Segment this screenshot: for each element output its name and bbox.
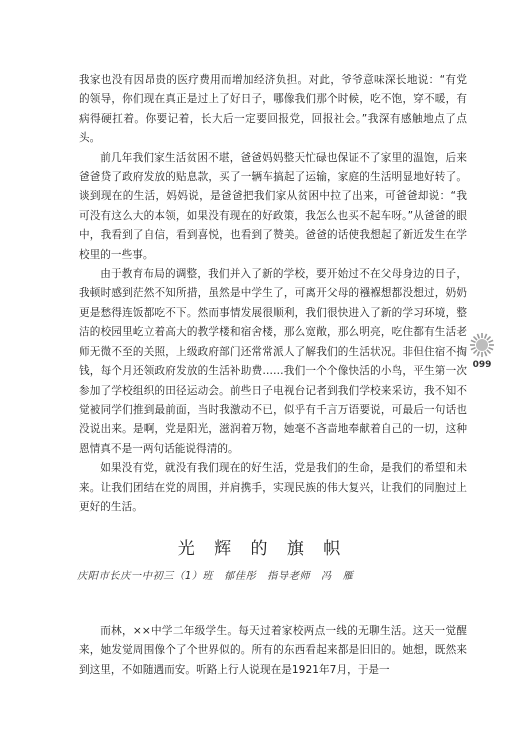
- article-one-body: [79, 71, 467, 517]
- paragraph: 由于教育布局的调整，我们并入了新的学校，要开始过不在父母身边的日子，我顿时感到茫然不知所措，虽然是中学生了，可离开父母的襁褓想都没想过，奶奶更是愁得连饭都吃不下。然而事情发展很顺利，我们很快进入了新的学习环境，整洁的校园里屹立着高大的教学楼和宿舍楼，那么宽敞，那么明亮，吃住都有生活老师无微不至的关照，上级政府部门还常常派人了解我们的生活状况。非但住宿不掏钱，每个月还领政府发放的生活补助费……我们一个个像快活的小鸟，平生第一次参加了学校组织的田径运动会。前些日子电视台记者到我们学校来采访，我不知不觉被同学们推到最前面，当时我激动不已，似乎有千言万语要说，可最后一句话也没说出来。是啊，党是阳光，滋润着万物，她毫不吝啬地奉献着自己的一切，这种恩情真不是一两句话能说得清的。: [79, 268, 467, 455]
- paragraph: 我家也没有因昂贵的医疗费用而增加经济负担。对此，爷爷意味深长地说：“有党的领导，你们现在真正是过上了好日子，哪像我们那个时候，吃不饱，穿不暖，有病得硬扛着。你要记着，长大后一定要回报党，回报社会。”我深有感触地点了点头。: [79, 74, 467, 145]
- author-byline: 庆阳市长庆一中初三（1）班 郁佳彤 指导老师 冯 雁: [77, 571, 354, 582]
- paragraph: 前几年我们家生活贫困不堪，爸爸妈妈整天忙碌也保证不了家里的温饱，后来爸爸贷了政府发放的贴息款，买了一辆车搞起了运输，家庭的生活明显地好转了。谈到现在的生活，妈妈说，是爸爸把我们家从贫困中拉了出来，可爸爸却说：“我可没有这么大的本领，如果没有现在的好政策，我怎么也买不起车呀。”从爸爸的眼中，我看到了自信，看到喜悦，也看到了赞美。爸爸的话使我想起了新近发生在学校里的一些事。: [79, 151, 467, 261]
- paragraph: 如果没有党，就没有我们现在的好生活，党是我们的生命，是我们的希望和未来。让我们团结在党的周围，并肩携手，实现民族的伟大复兴，让我们的同胞过上更好的生活。: [79, 462, 467, 513]
- article-title: 光 辉 的 旗 帜: [177, 539, 348, 559]
- article-two-body: [79, 622, 467, 680]
- paragraph: 而林，××中学二年级学生。每天过着家校两点一线的无聊生活。这天一觉醒来，她发觉周围像个了个世界似的。所有的东西看起来都是旧旧的。她想，既然来到这里，不如随遇而安。听路上行人说现在是1921年7月，于是一: [79, 625, 467, 676]
- page-number-mark: [468, 330, 496, 376]
- page-number: 099: [472, 360, 492, 370]
- sunburst-ornament-icon: [468, 330, 496, 360]
